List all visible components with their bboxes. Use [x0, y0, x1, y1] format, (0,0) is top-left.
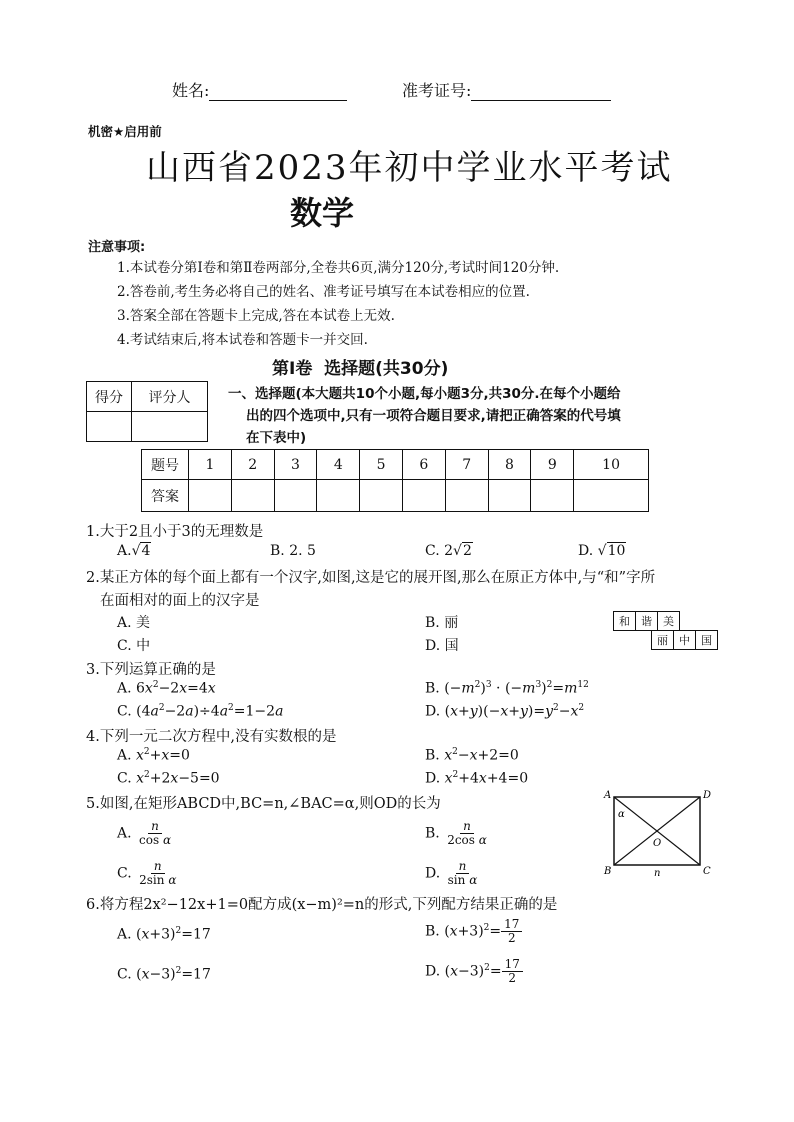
question-2-stem-line-2: 在面相对的面上的汉字是: [100, 593, 260, 609]
q3-option-b: B. $(-m^2)^3 \cdot (-m^3)^2=m^{12}$: [425, 680, 589, 697]
q1-option-b: B. 2. 5: [270, 543, 316, 559]
answer-table: [141, 449, 649, 512]
name-blank: [209, 84, 347, 101]
score-header: 得分: [87, 382, 132, 412]
q1-option-c-label: C. 2: [425, 543, 454, 559]
q6-option-d: D. $(x-3)^2=$ $\frac{17}{2}$: [425, 958, 523, 985]
question-number-cell: 9: [531, 450, 574, 480]
instruction-line-1: 一、选择题(本大题共10个小题,每小题3分,共30分.在每个小题给: [228, 386, 621, 402]
score-box: [86, 381, 208, 442]
answer-cell[interactable]: [531, 480, 574, 512]
label-b: B: [604, 866, 612, 877]
answer-cell[interactable]: [360, 480, 403, 512]
name-field: [172, 78, 347, 101]
label-d: D: [703, 790, 712, 801]
answer-cell[interactable]: [231, 480, 274, 512]
q6-option-a: A. $(x+3)^2=17$: [117, 926, 211, 943]
question-number-cell: 1: [189, 450, 232, 480]
cube-net-top-row: [613, 611, 680, 631]
q3-option-a: A. $6x^2-2x=4x$: [117, 680, 216, 697]
q2-option-d: D. 国: [425, 638, 459, 654]
q4-option-d: D. $x^2+4x+4=0$: [425, 770, 529, 787]
label-a: A: [604, 790, 612, 801]
part1-title: 第Ⅰ卷 选择题(共30分): [272, 359, 449, 379]
question-number-cell: 4: [317, 450, 360, 480]
q4-option-c: C. $x^2+2x-5=0$: [117, 770, 220, 787]
answer-cell[interactable]: [274, 480, 317, 512]
exam-number-field: [402, 78, 611, 101]
instruction-line-2: 出的四个选项中,只有一项符合题目要求,请把正确答案的代号填: [246, 408, 621, 424]
note-item-4: 4.考试结束后,将本试卷和答题卡一并交回.: [117, 332, 368, 348]
cube-face: 国: [696, 631, 718, 650]
label-n: n: [654, 868, 661, 877]
question-5-stem: 5.如图,在矩形ABCD中,BC=n,∠BAC=α,则OD的长为: [86, 796, 441, 812]
q4-option-b: B. $x^2-x+2=0$: [425, 747, 519, 764]
question-number-cell: 8: [488, 450, 531, 480]
answer-table-header-answer: 答案: [142, 480, 189, 512]
label-o: O: [653, 838, 662, 849]
question-number-cell: 7: [445, 450, 488, 480]
label-c: C: [703, 866, 711, 877]
q6-option-b: B. $(x+3)^2=$ $\frac{17}{2}$: [425, 918, 522, 945]
cube-face: 美: [658, 612, 680, 631]
exam-number-blank: [471, 84, 611, 101]
answer-cell[interactable]: [445, 480, 488, 512]
question-number-cell: 5: [360, 450, 403, 480]
q3-option-d: D. $(x+y)(-x+y)=y^2-x^2$: [425, 703, 585, 720]
cube-face: 谐: [636, 612, 658, 631]
grader-cell[interactable]: [132, 412, 208, 442]
cube-face: 中: [674, 631, 696, 650]
q1-option-d-radicand: 10: [607, 543, 626, 559]
answer-cell[interactable]: [402, 480, 445, 512]
question-1-stem: 1.大于2且小于3的无理数是: [86, 524, 264, 540]
question-number-cell: 10: [574, 450, 649, 480]
q5-option-d: D. $\frac{n}{\text{sin α}}$: [425, 859, 478, 887]
label-alpha: α: [618, 809, 625, 820]
question-number-cell: 2: [231, 450, 274, 480]
q5-option-c: C. $\frac{n}{\text{2sin α}}$: [117, 859, 177, 887]
question-4-stem: 4.下列一元二次方程中,没有实数根的是: [86, 729, 337, 745]
answer-table-header-number: 题号: [142, 450, 189, 480]
q3-option-c: C. $(4a^2-2a)\div 4a^2=1-2a$: [117, 703, 284, 720]
q1-option-c: C. 2√2: [425, 543, 472, 559]
cube-face: 和: [614, 612, 636, 631]
name-label: 姓名:: [172, 81, 210, 100]
notes-heading: 注意事项:: [88, 240, 146, 255]
q1-option-a-label: A.: [117, 543, 132, 559]
exam-number-label: 准考证号:: [402, 81, 472, 100]
subject-title: 数学: [290, 194, 355, 232]
answer-cell[interactable]: [317, 480, 360, 512]
score-cell[interactable]: [87, 412, 132, 442]
secret-label: 机密★启用前: [88, 124, 162, 139]
q2-option-b: B. 丽: [425, 615, 459, 631]
q1-option-a: A.√4: [117, 543, 151, 559]
cube-face: 丽: [652, 631, 674, 650]
q5-option-b: B. $\frac{n}{\text{2cos α}}$: [425, 819, 487, 847]
answer-cell[interactable]: [488, 480, 531, 512]
grader-header: 评分人: [132, 382, 208, 412]
note-item-2: 2.答卷前,考生务必将自己的姓名、准考证号填写在本试卷相应的位置.: [117, 284, 530, 300]
q2-option-a: A. 美: [117, 615, 151, 631]
instruction-line-3: 在下表中): [246, 430, 307, 446]
page-title: 山西省2023年初中学业水平考试: [146, 148, 673, 188]
q2-option-c: C. 中: [117, 638, 151, 654]
answer-cell[interactable]: [189, 480, 232, 512]
q5-option-a: A. $\frac{n}{\text{cos α}}$: [117, 819, 172, 847]
question-number-cell: 3: [274, 450, 317, 480]
question-6-stem: 6.将方程2x²−12x+1=0配方成(x−m)²=n的形式,下列配方结果正确的是: [86, 897, 558, 913]
note-item-1: 1.本试卷分第Ⅰ卷和第Ⅱ卷两部分,全卷共6页,满分120分,考试时间120分钟.: [117, 260, 560, 276]
question-3-stem: 3.下列运算正确的是: [86, 662, 216, 678]
cube-net-bottom-row: [651, 630, 718, 650]
note-item-3: 3.答案全部在答题卡上完成,答在本试卷上无效.: [117, 308, 395, 324]
q4-option-a: A. $x^2+x=0$: [117, 747, 190, 764]
question-number-cell: 6: [402, 450, 445, 480]
answer-cell[interactable]: [574, 480, 649, 512]
rectangle-abcd-figure: [600, 785, 716, 877]
question-2-stem-line-1: 2.某正方体的每个面上都有一个汉字,如图,这是它的展开图,那么在原正方体中,与“和”字所: [86, 570, 656, 586]
q1-option-c-radicand: 2: [462, 543, 472, 559]
q1-option-d-label: D.: [578, 543, 594, 559]
q6-option-c: C. $(x-3)^2=17$: [117, 966, 211, 983]
q1-option-a-radicand: 4: [141, 543, 151, 559]
q1-option-d: D. √10: [578, 543, 626, 559]
